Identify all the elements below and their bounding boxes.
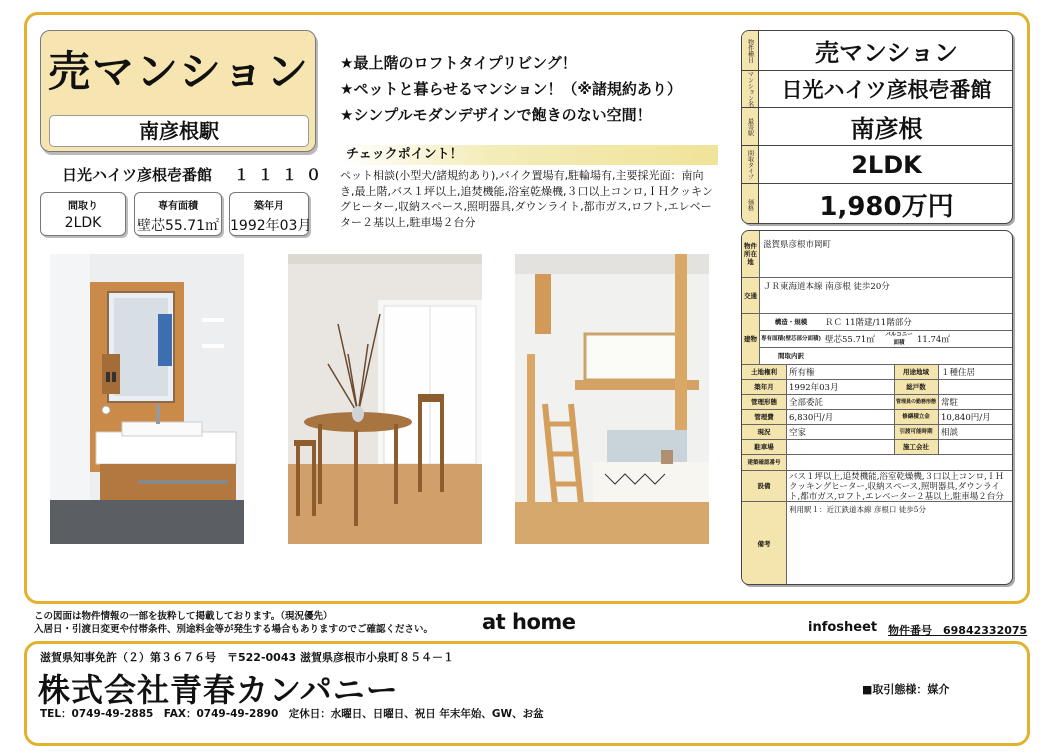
summary-label: 価格	[742, 184, 759, 224]
property-name-line	[62, 164, 330, 185]
spec-layout	[40, 192, 126, 236]
detail-label: 施工会社	[894, 440, 938, 454]
remarks-value: 利用駅１：近江鉄道本線 彦根口 徒歩5分	[789, 505, 927, 514]
summary-row-price	[742, 184, 1013, 224]
detail-label: 築年月	[742, 380, 786, 394]
detail-label: 設備	[742, 471, 786, 501]
contact-info: TEL：0749-49-2885 FAX：0749-49-2890 定休日：水曜日、日曜日、祝日 年末年始、GW、お盆	[40, 708, 544, 720]
balcony-value: 11.74㎡	[917, 335, 950, 345]
detail-label: 構造・規模	[760, 314, 822, 330]
title-block	[40, 30, 316, 152]
property-name: 日光ハイツ彦根壱番館	[62, 166, 213, 184]
disclaimer-line: この図面は物件情報の一部を抜粋して掲載しております。（現況優先）	[34, 611, 333, 622]
property-number: 物件番号 69842332075	[888, 624, 1028, 637]
license-info: 滋賀県知事免許（２）第３６７６号 〒522-0043 滋賀県彦根市小泉町８５４－１	[40, 651, 454, 664]
station-name: 南彦根駅	[49, 115, 309, 147]
infosheet-label: infosheet	[808, 620, 878, 635]
summary-row-station	[742, 108, 1013, 146]
spec-label: 専有面積	[158, 201, 198, 212]
detail-label: バルコニー面積	[885, 332, 913, 346]
summary-value: 日光ハイツ彦根壱番館	[781, 78, 992, 102]
detail-label: 交通	[742, 278, 759, 313]
repair-fund-value: 10,840円/月	[941, 413, 991, 423]
company-name: 株式会社青春カンパニー	[38, 671, 399, 709]
spec-built	[229, 192, 312, 236]
summary-value: 売マンション	[815, 39, 958, 67]
location-value: 滋賀県彦根市岡町	[763, 240, 832, 250]
page-title: 売マンション	[47, 47, 311, 96]
structure-value: ＲＣ 11階建/11階部分	[825, 318, 912, 328]
spec-value: 2LDK	[64, 215, 102, 231]
disclaimer	[34, 610, 433, 636]
spec-value: 壁芯55.71㎡	[136, 218, 220, 234]
price-value: 1,980万円	[819, 192, 954, 222]
current-value: 空家	[789, 428, 807, 438]
summary-table	[741, 30, 1013, 224]
highlight-item: ★最上階のロフトタイプリビング！	[340, 54, 577, 72]
room-number: １１１０	[234, 166, 331, 184]
summary-row-name	[742, 71, 1013, 108]
detail-label: 駐車場	[742, 440, 786, 454]
detail-label: 引渡可能時期	[894, 425, 938, 439]
check-points-title: チェックポイント！	[340, 145, 718, 165]
spec-area	[134, 192, 222, 236]
summary-value: 2LDK	[851, 150, 922, 179]
dining-room-photo	[288, 254, 482, 544]
area-value: 壁芯55.71㎡	[825, 335, 875, 345]
detail-label: 備考	[742, 502, 786, 585]
summary-label: マンション名	[742, 71, 759, 107]
spec-label: 間取り	[68, 201, 98, 212]
summary-row-layout	[742, 146, 1013, 184]
check-points-body: ペット相談(小型犬/諸規約あり),バイク置場有,駐輪場有,主要採光面：南向き,最上階,バス１坪以上,追焚機能,浴室乾燥機,３口以上コンロ,ＩＨクッキングヒーター,収納スペース,照明器具,ダウンライト,都市ガス,ロフト,エレベーター２基以上,駐車場２台分	[340, 169, 713, 229]
summary-label: 間取タイプ	[742, 146, 759, 183]
land-rights-value: 所有権	[789, 368, 815, 378]
detail-label: 総戸数	[894, 380, 938, 394]
built-value: 1992年03月	[789, 383, 839, 393]
facilities-value: バス１坪以上,追焚機能,浴室乾燥機,３口以上コンロ,ＩＨクッキングヒーター,収納スペース,照明器具,ダウンライト,都市ガス,ロフト,エレベーター２基以上,駐車場２台分	[789, 472, 1004, 502]
mgmt-fee-value: 6,830円/月	[789, 413, 834, 423]
summary-label: 最寄駅	[742, 108, 759, 145]
detail-label: 修繕積立金	[894, 410, 938, 424]
detail-label: 土地権利	[742, 365, 786, 379]
summary-label: 物件種目	[742, 31, 759, 70]
highlight-item: ★シンプルモダンデザインで飽きのない空間！	[340, 106, 652, 124]
summary-row-type	[742, 31, 1013, 71]
transaction-type: ■取引態様：媒介	[862, 683, 950, 696]
spec-label: 築年月	[254, 201, 284, 212]
washbasin-photo	[50, 254, 244, 544]
detail-label: 建築確認番号	[742, 455, 786, 470]
detail-label: 物件所在地	[742, 231, 759, 277]
detail-label: 現況	[742, 425, 786, 439]
transport-value: ＪＲ東海道本線 南彦根 徒歩20分	[763, 282, 890, 292]
athome-logo: at home	[482, 610, 576, 634]
detail-label: 管理費	[742, 410, 786, 424]
summary-value: 南彦根	[850, 115, 923, 143]
detail-label: 管理員の勤務形態	[894, 395, 938, 409]
spec-value: 1992年03月	[230, 218, 312, 234]
handover-value: 相談	[941, 428, 959, 438]
mgmt-form-value: 全部委託	[789, 398, 824, 408]
highlight-item: ★ペットと暮らせるマンション！（※諸規約あり）	[340, 80, 682, 98]
mgmt-status-value: 常駐	[941, 398, 959, 408]
detail-label: 管理形態	[742, 395, 786, 409]
detail-label: 専有面積(壁芯部分面積)	[760, 331, 822, 347]
detail-table	[741, 230, 1013, 585]
detail-label: 間取内訳	[760, 348, 822, 364]
loft-photo	[515, 254, 709, 544]
detail-label: 用途地域	[894, 365, 938, 379]
detail-label: 建物	[742, 314, 759, 364]
disclaimer-line: 入居日・引渡日変更や付帯条件、別途料金等が発生する場合もありますのでご確認ください。	[34, 624, 434, 635]
zoning-value: １種住居	[941, 368, 976, 378]
